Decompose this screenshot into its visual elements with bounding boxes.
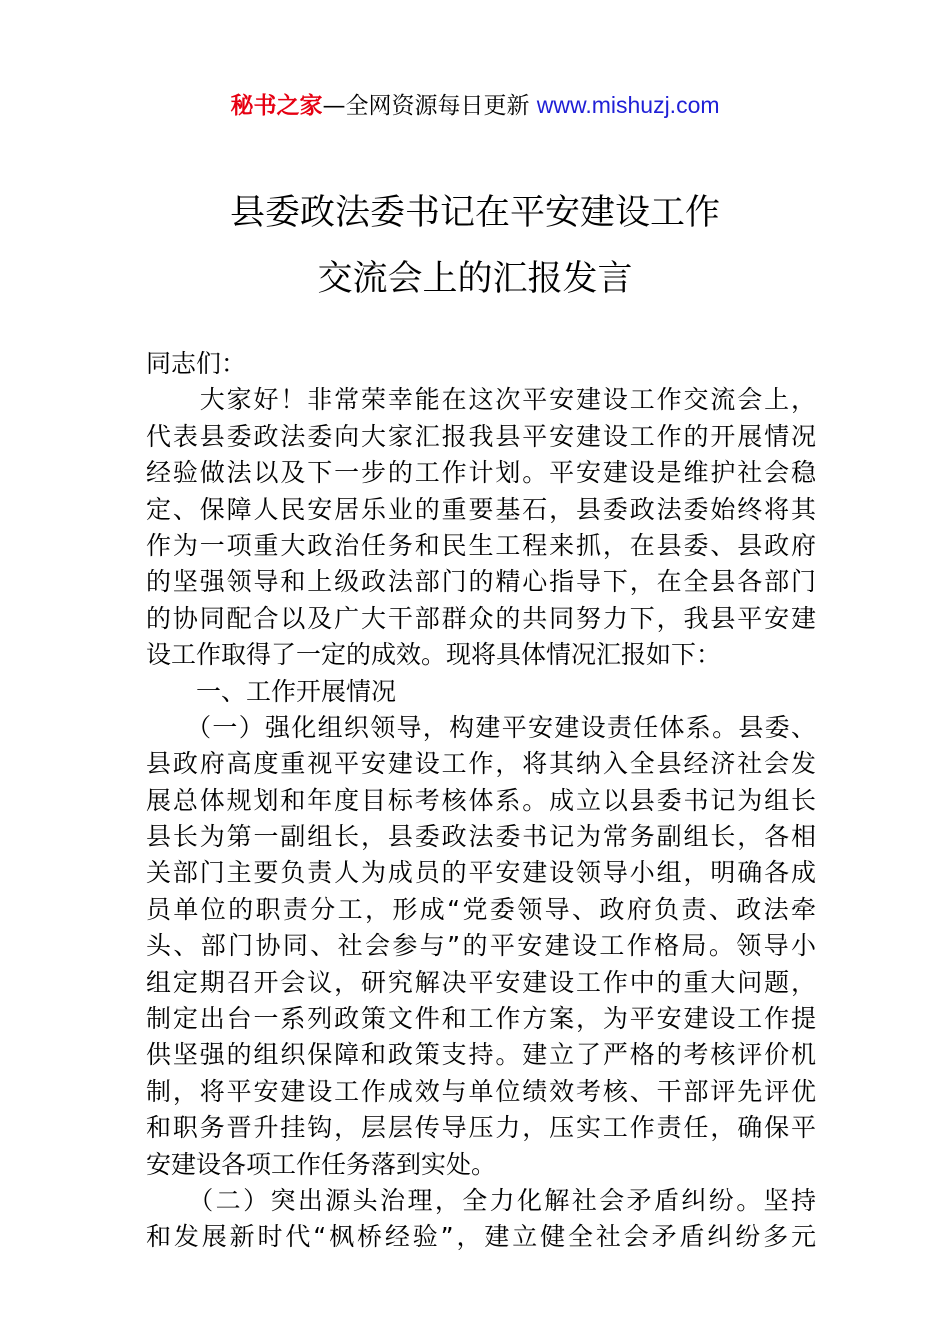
site-tagline: —全网资源每日更新 xyxy=(322,93,537,119)
body-line: 同志们： xyxy=(146,349,247,378)
body-line: 的协同配合以及广大干部群众的共同努力下，我县平安建 xyxy=(146,603,816,633)
body-line: 组定期召开会议，研究解决平安建设工作中的重大问题， xyxy=(146,967,816,997)
body-line: 代表县委政法委向大家汇报我县平安建设工作的开展情况 xyxy=(146,421,816,451)
body-line: 和职务晋升挂钩，层层传导压力，压实工作责任，确保平 xyxy=(146,1113,816,1143)
document-title-line-2: 交流会上的汇报发言 xyxy=(317,259,633,299)
body-line: 头、部门协同、社会参与”的平安建设工作格局。领导小 xyxy=(146,931,816,961)
body-line: 安建设各项工作任务落到实处。 xyxy=(146,1149,497,1179)
body-line: 制，将平安建设工作成效与单位绩效考核、干部评先评优 xyxy=(146,1076,816,1106)
body-line: 展总体规划和年度目标考核体系。成立以县委书记为组长 xyxy=(146,785,816,815)
body-line: 的坚强领导和上级政法部门的精心指导下，在全县各部门 xyxy=(146,567,816,597)
document-body xyxy=(146,346,816,1256)
body-line: 制定出台一系列政策文件和工作方案，为平安建设工作提 xyxy=(146,1004,816,1034)
body-line: 经验做法以及下一步的工作计划。平安建设是维护社会稳 xyxy=(146,458,816,488)
body-line: 大家好！非常荣幸能在这次平安建设工作交流会上， xyxy=(146,385,816,415)
body-line: 县政府高度重视平安建设工作，将其纳入全县经济社会发 xyxy=(146,749,816,779)
body-line: 员单位的职责分工，形成“党委领导、政府负责、政法牵 xyxy=(146,894,816,924)
body-line: 关部门主要负责人为成员的平安建设领导小组，明确各成 xyxy=(146,858,816,888)
site-header xyxy=(0,88,950,123)
body-line: 一、工作开展情况 xyxy=(146,676,397,706)
site-brand: 秘书之家 xyxy=(230,93,323,119)
body-line: （二）突出源头治理，全力化解社会矛盾纠纷。坚持 xyxy=(146,1185,816,1215)
body-line: 设工作取得了一定的成效。现将具体情况汇报如下： xyxy=(146,640,722,670)
body-line: 县长为第一副组长，县委政法委书记为常务副组长，各相 xyxy=(146,822,816,852)
body-line: （一）强化组织领导，构建平安建设责任体系。县委、 xyxy=(146,712,816,742)
body-line: 作为一项重大政治任务和民生工程来抓，在县委、县政府 xyxy=(146,530,816,560)
body-line: 和发展新时代“枫桥经验”，建立健全社会矛盾纠纷多元 xyxy=(146,1222,816,1252)
body-line: 供坚强的组织保障和政策支持。建立了严格的考核评价机 xyxy=(146,1040,816,1070)
site-url-link[interactable]: www.mishuzj.com xyxy=(536,92,720,118)
body-line: 定、保障人民安居乐业的重要基石，县委政法委始终将其 xyxy=(146,494,816,524)
document-title-line-1: 县委政法委书记在平安建设工作 xyxy=(229,193,720,233)
